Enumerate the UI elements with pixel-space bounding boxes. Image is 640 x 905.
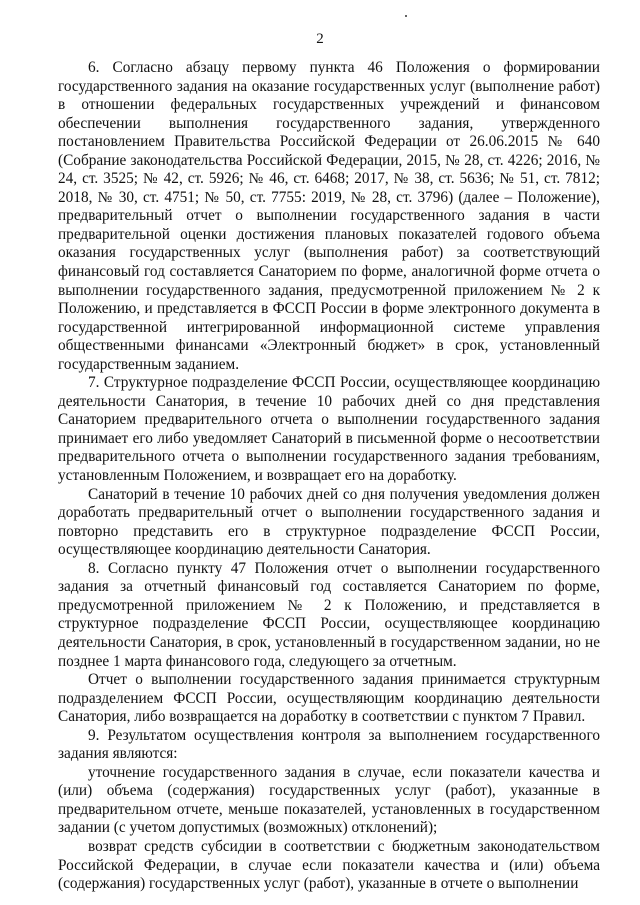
- paragraph-9: 9. Результатом осуществления контроля за выполнением государственного задания являются:: [58, 726, 600, 763]
- document-body: [58, 59, 600, 894]
- scan-speck: [405, 15, 407, 17]
- paragraph-8-continued: Отчет о выполнении государственного задания принимается структурным подразделением ФССП России, осуществляющим координацию деятельности Санатория, либо возвращается на доработку в соответствии с пунктом 7 Правил.: [58, 671, 600, 726]
- page-number: 2: [316, 31, 324, 47]
- paragraph-7-continued: Санаторий в течение 10 рабочих дней со дня получения уведомления должен доработать предварительный отчет о выполнении государственного задания и повторно представить его в структурное подразделение ФССП России, осуществляющее координацию деятельности Санатория.: [58, 485, 600, 559]
- paragraph-9-item-1: уточнение государственного задания в случае, если показатели качества и (или) объема (содержания) государственных услуг (работ), указанные в предварительном отчете, меньше показателей, установленных в государственном задании (с учетом допустимых (возможных) отклонений);: [58, 763, 600, 837]
- paragraph-6: 6. Согласно абзацу первому пункта 46 Положения о формировании государственного задания на оказание государственных услуг (выполнение работ) в отношении федеральных государственных учреждений и финансовом обеспечении выполнения государственного задания, утвержденного постановлением Правительства Российской Федерации от 26.06.2015 № 640 (Собрание законодательства Российской Федерации, 2015, № 28, ст. 4226; 2016, № 24, ст. 3525; № 42, ст. 5926; № 46, ст. 6468; 2017, № 38, ст. 5636; № 51, ст. 7812; 2018, № 30, ст. 4751; № 50, ст. 7755: 2019, № 28, ст. 3796) (далее – Положение), предварительный отчет о выполнении государственного задания в части предварительной оценки достижения плановых показателей годового объема оказания государственных услуг (выполнения работ) за соответствующий финансовый год составляется Санаторием по форме, аналогичной форме отчета о выполнении государственного задания, предусмотренной приложением № 2 к Положению, и представляется в ФССП России в форме электронного документа в государственной интегрированной информационной системе управления общественными финансами «Электронный бюджет» в срок, установленный государственным заданием.: [58, 59, 600, 373]
- paragraph-9-item-2: возврат средств субсидии в соответствии с бюджетным законодательством Российской Федерации, в случае если показатели качества и (или) объема (содержания) государственных услуг (работ), указанные в отчете о выполнении: [58, 837, 600, 893]
- paragraph-7: 7. Структурное подразделение ФССП России, осуществляющее координацию деятельности Санатория, в течение 10 рабочих дней со дня представления Санаторием предварительного отчета о выполнении государственного задания принимает его либо уведомляет Санаторий в письменной форме о несоответствии предварительного отчета о выполнении государственного задания требованиям, установленным Положением, и возвращает его на доработку.: [58, 374, 600, 485]
- paragraph-8: 8. Согласно пункту 47 Положения отчет о выполнении государственного задания за отчетный финансовый год составляется Санаторием по форме, предусмотренной приложением № 2 к Положению, и представляется в структурное подразделение ФССП России, осуществляющее координацию деятельности Санатория, в срок, установленный в государственном задании, но не позднее 1 марта финансового года, следующего за отчетным.: [58, 559, 600, 670]
